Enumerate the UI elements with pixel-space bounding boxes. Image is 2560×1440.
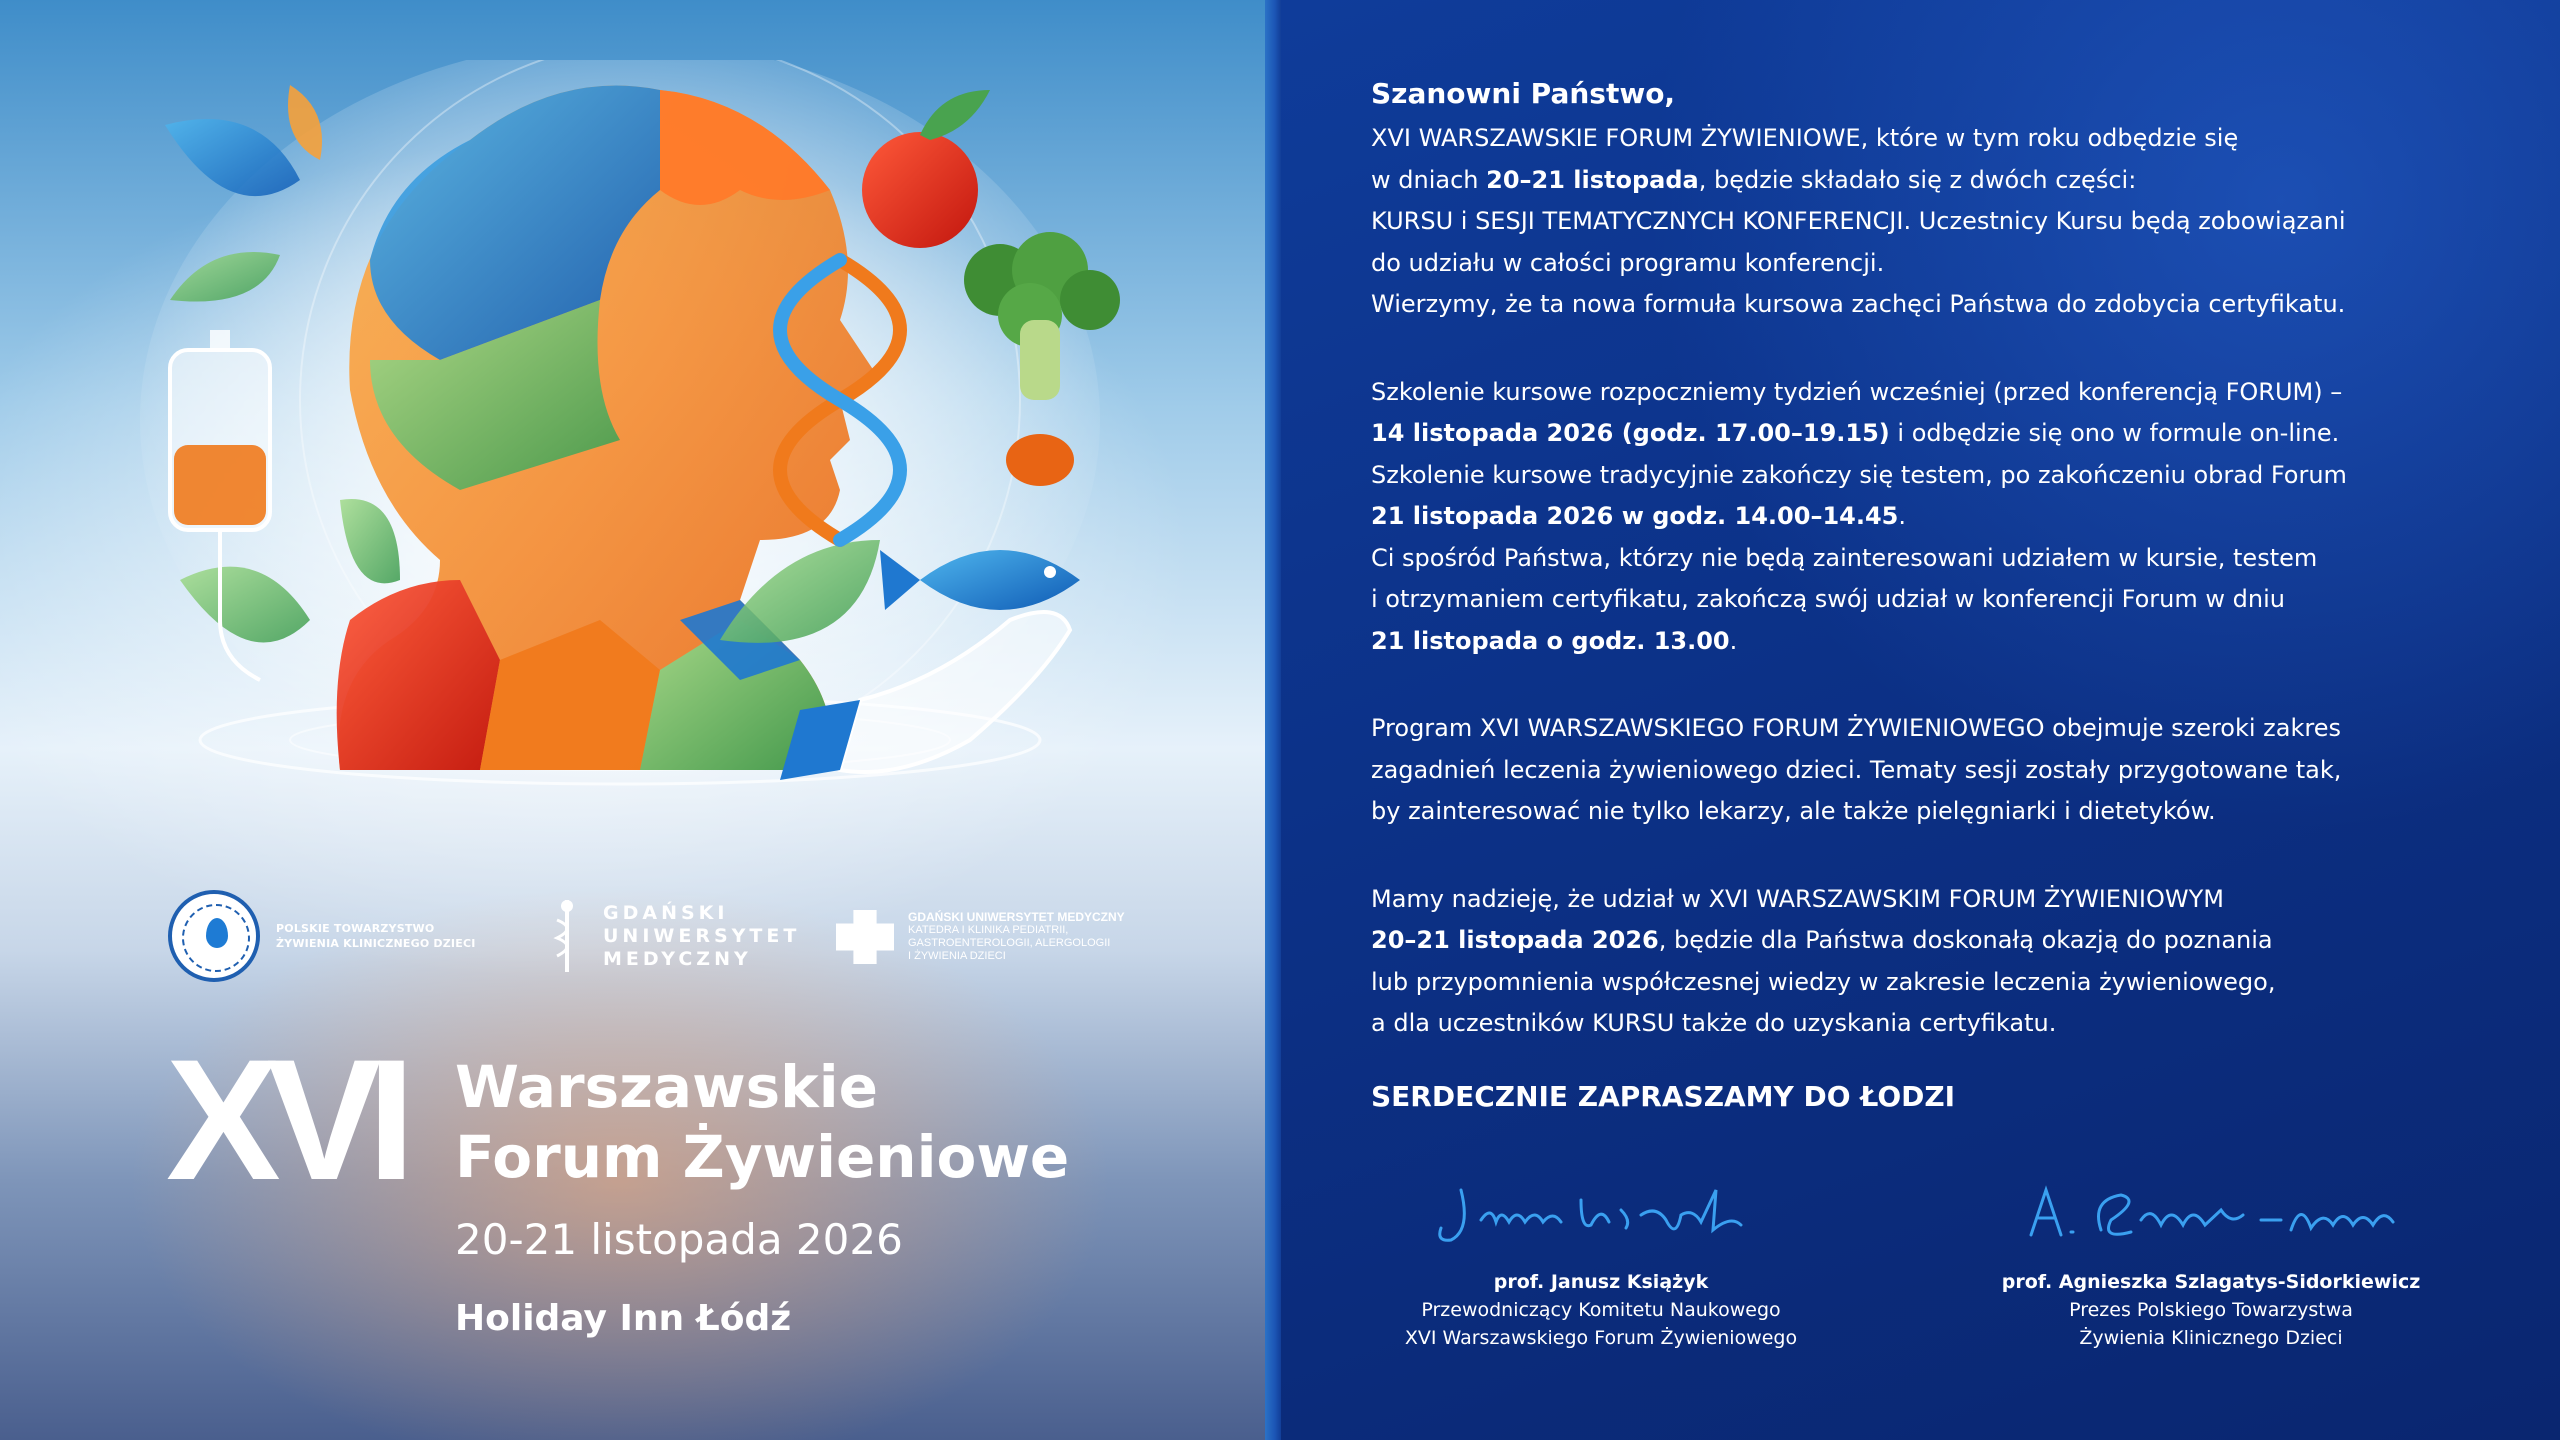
p1-line5: Wierzymy, że ta nowa formuła kursowa zachęci Państwa do zdobycia certyfikatu. <box>1371 290 2346 318</box>
letter-panel <box>1281 0 2560 1440</box>
signatory-1-name: prof. Janusz Książyk <box>1493 1271 1709 1293</box>
forum-title-line1: Warszawskie <box>455 1053 878 1121</box>
p1-line1: XVI WARSZAWSKIE FORUM ŻYWIENIOWE, które w tym roku odbędzie się <box>1371 124 2239 152</box>
signatory-2-name: prof. Agnieszka Szlagatys-Sidorkiewicz <box>2001 1271 2421 1293</box>
p2-line3: Szkolenie kursowe tradycyjnie zakończy się testem, po zakończeniu obrad Forum <box>1371 460 2347 489</box>
invitation-closing: SERDECZNIE ZAPRASZAMY DO ŁODZI <box>1371 1080 1956 1113</box>
ptzkd-name-line2: ŻYWIENIA KLINICZNEGO DZIECI <box>276 937 476 950</box>
signatory-2-role1: Prezes Polskiego Towarzystwa <box>2069 1299 2353 1321</box>
katedra-line1: GDAŃSKI UNIWERSYTET MEDYCZNY <box>908 910 1125 924</box>
p2-line6: i otrzymaniem certyfikatu, zakończą swój udział w konferencji Forum w dniu <box>1371 585 2285 613</box>
poster-panel <box>0 0 1265 1440</box>
p2-line5: Ci spośród Państwa, którzy nie będą zainteresowani udziałem w kursie, testem <box>1371 543 2318 572</box>
event-dates: 20-21 listopada 2026 <box>455 1215 903 1264</box>
p2-line4: 21 listopada 2026 w godz. 14.00–14.45. <box>1371 502 1906 530</box>
leaf-icon <box>165 119 300 196</box>
capsule-icon <box>1006 434 1074 486</box>
signature-block-1 <box>1361 1170 1841 1352</box>
invitation-letter <box>1371 70 2471 1045</box>
katedra-cross-icon <box>836 910 894 964</box>
p3-line2: zagadnień leczenia żywieniowego dzieci. Tematy sesji zostały przygotowane tak, <box>1371 755 2342 784</box>
p4-line3: lub przypomnienia współczesnej wiedzy w zakresie leczenia żywieniowego, <box>1371 967 2276 996</box>
gumed-line2: UNIWERSYTET <box>603 924 801 947</box>
p2-line1: Szkolenie kursowe rozpoczniemy tydzień wcześniej (przed konferencją FORUM) – <box>1371 377 2343 406</box>
p4-line1: Mamy nadzieję, że udział w XVI WARSZAWSKIM FORUM ŻYWIENIOWYM <box>1371 884 2224 913</box>
p4-line2: 20–21 listopada 2026, będzie dla Państwa doskonałą okazją do poznania <box>1371 926 2273 954</box>
signatory-1-role2: XVI Warszawskiego Forum Żywieniowego <box>1404 1327 1798 1349</box>
handwritten-signature-1 <box>1431 1170 1771 1250</box>
katedra-logo <box>836 910 1125 964</box>
gumed-line1: GDAŃSKI <box>603 901 729 924</box>
p1-line2: w dniach 20–21 listopada, będzie składało się z dwóch części: <box>1371 165 2137 194</box>
p3-line3: by zainteresować nie tylko lekarzy, ale także pielęgniarki i dietetyków. <box>1371 797 2216 825</box>
gumed-line3: MEDYCZNY <box>603 947 752 970</box>
event-venue: Holiday Inn Łódź <box>455 1298 792 1339</box>
ptzkd-emblem-icon <box>168 890 260 982</box>
signatory-1-role1: Przewodniczący Komitetu Naukowego <box>1421 1299 1781 1321</box>
edition-numeral: XVI <box>166 1024 402 1216</box>
katedra-line3: GASTROENTEROLOGII, ALERGOLOGII <box>908 937 1111 949</box>
katedra-line2: KATEDRA I KLINIKA PEDIATRII, <box>908 924 1069 936</box>
greeting: Szanowni Państwo, <box>1371 77 1676 110</box>
forum-title-line2: Forum Żywieniowe <box>455 1123 1070 1191</box>
handwritten-signature-2 <box>2011 1170 2411 1250</box>
ptzkd-logo <box>168 890 476 982</box>
partner-logos <box>168 880 1128 1000</box>
ptzkd-name-line1: POLSKIE TOWARZYSTWO <box>276 922 435 935</box>
p2-line7: 21 listopada o godz. 13.00. <box>1371 626 1738 655</box>
caduceus-icon <box>553 900 581 972</box>
gumed-logo <box>553 900 800 972</box>
signatory-2-role2: Żywienia Klinicznego Dzieci <box>2079 1327 2343 1349</box>
forum-title <box>455 1052 1069 1192</box>
p2-line2: 14 listopada 2026 (godz. 17.00–19.15) i odbędzie się ono w formule on-line. <box>1371 419 2340 447</box>
p4-line4: a dla uczestników KURSU także do uzyskania certyfikatu. <box>1371 1009 2057 1037</box>
p1-line3: KURSU i SESJI TEMATYCZNYCH KONFERENCJI. Uczestnicy Kursu będą zobowiązani <box>1371 207 2346 235</box>
katedra-line4: I ŻYWIENIA DZIECI <box>908 950 1006 962</box>
panel-divider <box>1265 0 1281 1440</box>
signature-block-2 <box>1971 1170 2451 1352</box>
p1-line4: do udziału w całości programu konferencji. <box>1371 248 1885 277</box>
hero-illustration <box>140 60 1140 830</box>
p3-line1: Program XVI WARSZAWSKIEGO FORUM ŻYWIENIOWEGO obejmuje szeroki zakres <box>1371 714 2341 742</box>
